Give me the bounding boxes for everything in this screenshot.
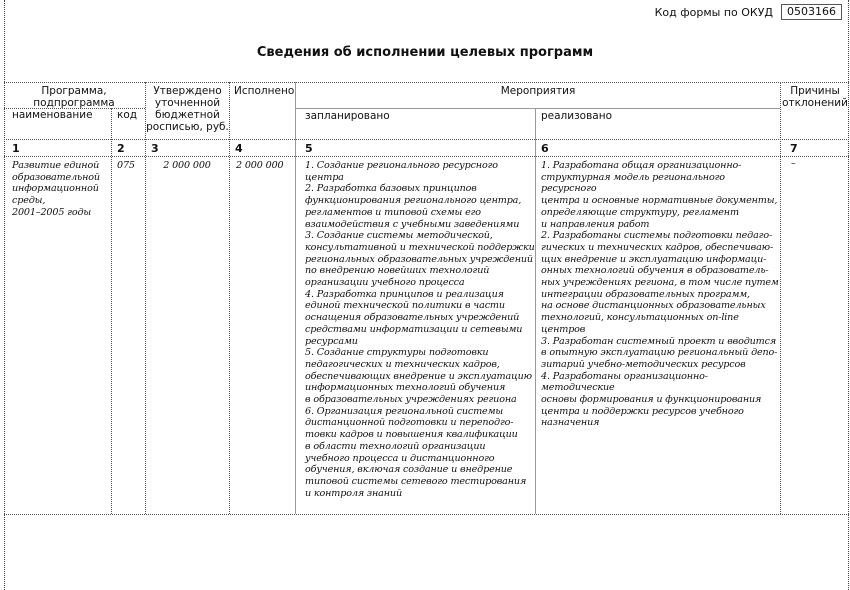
planned-line: по внедрению новейших технологий: [305, 265, 490, 277]
planned-line: обучения, включая создание и внедрение: [305, 464, 513, 476]
planned-line: товки кадров и повышения квалификации: [305, 429, 518, 441]
col-number-4: 4: [235, 142, 243, 155]
header-reasons: Причины отклонений: [782, 85, 848, 109]
implemented-line: 1. Разработана общая организационно-: [541, 160, 742, 171]
implemented-line: определяющие структуру, регламент: [541, 206, 739, 218]
implemented-line: центра и основные нормативные документы,: [541, 195, 778, 207]
header-program: Программа, подпрограмма: [33, 85, 115, 109]
planned-line: 2. Разработка базовых принципов: [305, 183, 477, 195]
planned-line: в области технологий организации: [305, 440, 486, 452]
planned-line: дистанционной подготовки и переподго-: [305, 417, 514, 429]
implemented-line: центра и поддержки ресурсов учебного: [541, 405, 744, 417]
planned-line: региональных образовательных учреждений: [305, 253, 533, 265]
program-name-line: 2001–2005 годы: [12, 206, 92, 218]
planned-line: 6. Организация региональной системы: [305, 405, 504, 417]
deviation-reasons-cell: –: [791, 158, 796, 169]
header-code: код: [117, 109, 138, 121]
approved-amount-cell: 2 000 000: [163, 160, 211, 171]
implemented-line: онных технологий обучения в образователь-: [541, 265, 769, 277]
col-divider-1: [111, 108, 112, 514]
planned-line: регламентов и типовой схемы его: [305, 206, 481, 218]
header-planned: запланировано: [305, 110, 390, 122]
planned-line: в образовательных учреждениях региона: [305, 394, 517, 406]
executed-amount-cell: 2 000 000: [236, 160, 284, 171]
col-number-7: 7: [790, 142, 798, 155]
planned-line: педагогических и технических кадров,: [305, 358, 500, 370]
program-name-line: Развитие единой: [12, 160, 100, 171]
planned-line: единой технической политики в части: [305, 300, 505, 312]
program-name-line: среды,: [12, 195, 46, 207]
planned-line: ресурсами: [305, 335, 358, 347]
activities-subheader-line: [295, 108, 780, 109]
header-executed: Исполнено: [234, 85, 295, 97]
col-number-6: 6: [541, 142, 549, 155]
implemented-line: ных учреждениях региона, в том числе путем: [541, 277, 779, 289]
implemented-activities-cell: [541, 160, 781, 429]
col-number-1: 1: [12, 142, 20, 155]
page-title: Сведения об исполнении целевых программ: [256, 45, 594, 60]
implemented-line: 2. Разработаны системы подготовки педаго-: [541, 230, 773, 242]
planned-line: функционирования регионального центра,: [305, 195, 522, 207]
program-name-line: образовательной: [12, 171, 100, 183]
implemented-line: основы формирования и функционирования: [541, 394, 762, 406]
implemented-line: назначения: [541, 417, 600, 429]
col-divider-3: [229, 82, 230, 514]
implemented-line: щих внедрение и эксплуатацию информаци-: [541, 253, 767, 265]
program-name-line: информационной: [12, 183, 99, 195]
implemented-line: 4. Разработаны организационно-методические: [541, 370, 708, 394]
planned-line: организации учебного процесса: [305, 277, 465, 289]
table-top-border: [4, 82, 849, 83]
implemented-line: и направления работ: [541, 218, 650, 230]
planned-line: взаимодействия с учебными заведениями: [305, 218, 520, 230]
implemented-line: на основе дистанционных образовательных: [541, 300, 766, 312]
col-number-2: 2: [117, 142, 125, 155]
implemented-line: в опытную эксплуатацию региональный депо-: [541, 347, 778, 359]
okud-code-value: 0503166: [781, 4, 842, 20]
header-activities: Мероприятия: [500, 85, 576, 97]
header-approved: Утверждено уточненной бюджетной росписью, руб.: [146, 85, 229, 133]
planned-line: информационных технологий обучения: [305, 382, 506, 394]
planned-line: типовой системы сетевого тестирования: [305, 475, 527, 487]
okud-label: Код формы по ОКУД: [654, 5, 773, 19]
implemented-line: структурная модель регионального ресурсного: [541, 171, 725, 195]
page-frame-left: [4, 0, 5, 590]
col-divider-4: [295, 82, 296, 514]
okud-form-code: [655, 4, 842, 20]
implemented-line: интеграции образовательных программ,: [541, 288, 750, 300]
implemented-line: технологий, консультационных on-line центров: [541, 312, 739, 335]
program-name-cell: [12, 160, 110, 219]
numbers-bottom-line: [4, 156, 849, 157]
planned-line: 1. Создание регионального ресурсного центра: [305, 160, 498, 183]
planned-line: обеспечивающих внедрение и эксплуатацию: [305, 370, 532, 382]
planned-line: и контроля знаний: [305, 487, 402, 499]
header-name: наименование: [12, 109, 93, 121]
col-divider-2: [145, 82, 146, 514]
table-bottom-border: [4, 514, 849, 515]
planned-line: учебного процесса и дистанционного: [305, 452, 495, 464]
planned-line: средствами информатизации и сетевыми: [305, 323, 523, 335]
col-number-5: 5: [305, 142, 313, 155]
implemented-line: гических и технических кадров, обеспечиваю-: [541, 241, 774, 253]
planned-line: 4. Разработка принципов и реализация: [305, 288, 504, 300]
implemented-line: зитарий учебно-методических ресурсов: [541, 358, 746, 370]
planned-line: 3. Создание системы методической,: [305, 230, 493, 242]
planned-activities-cell: [305, 160, 537, 499]
planned-line: 5. Создание структуры подготовки: [305, 347, 489, 359]
header-implemented: реализовано: [541, 110, 613, 122]
planned-line: консультативной и технической поддержки: [305, 241, 535, 253]
implemented-line: 3. Разработан системный проект и вводится: [541, 335, 777, 347]
planned-line: оснащения образовательных учреждений: [305, 312, 520, 324]
header-bottom-line: [4, 139, 849, 140]
col-number-3: 3: [151, 142, 159, 155]
program-code-cell: 075: [117, 160, 135, 171]
